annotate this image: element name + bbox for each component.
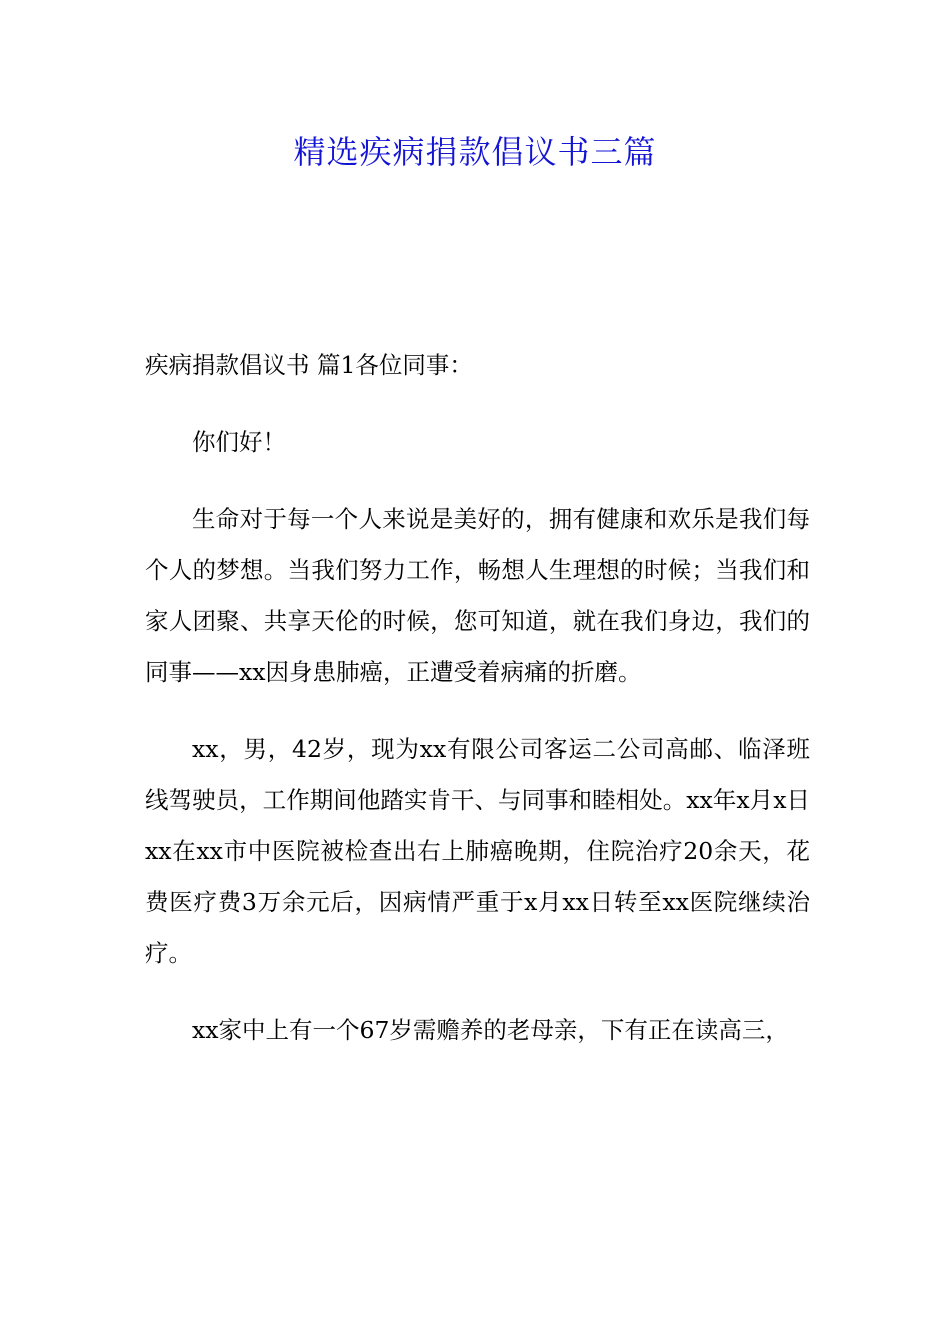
section-heading: 疾病捐款倡议书 篇1各位同事： bbox=[145, 351, 473, 379]
paragraph-2: xx，男，42岁，现为xx有限公司客运二公司高邮、临泽班线驾驶员，工作期间他踏实肯干、与同事和睦相处。xx年x月x日xx在xx市中医院被检查出右上肺癌晚期，住院治疗20余天，花费医疗费3万余元后，因病情严重于x月xx日转至xx医院继续治疗。 bbox=[145, 735, 810, 967]
document-body bbox=[145, 340, 810, 1082]
document-title: 精选疾病捐款倡议书三篇 bbox=[293, 133, 657, 171]
paragraph-1: 生命对于每一个人来说是美好的，拥有健康和欢乐是我们每个人的梦想。当我们努力工作，畅想人生理想的时候；当我们和家人团聚、共享天伦的时候，您可知道，就在我们身边，我们的同事——xx因身患肺癌，正遭受着病痛的折磨。 bbox=[145, 505, 810, 686]
paragraph-3: xx家中上有一个67岁需赡养的老母亲，下有正在读高三， bbox=[192, 1016, 789, 1044]
paragraph-greeting: 你们好！ bbox=[192, 428, 286, 456]
